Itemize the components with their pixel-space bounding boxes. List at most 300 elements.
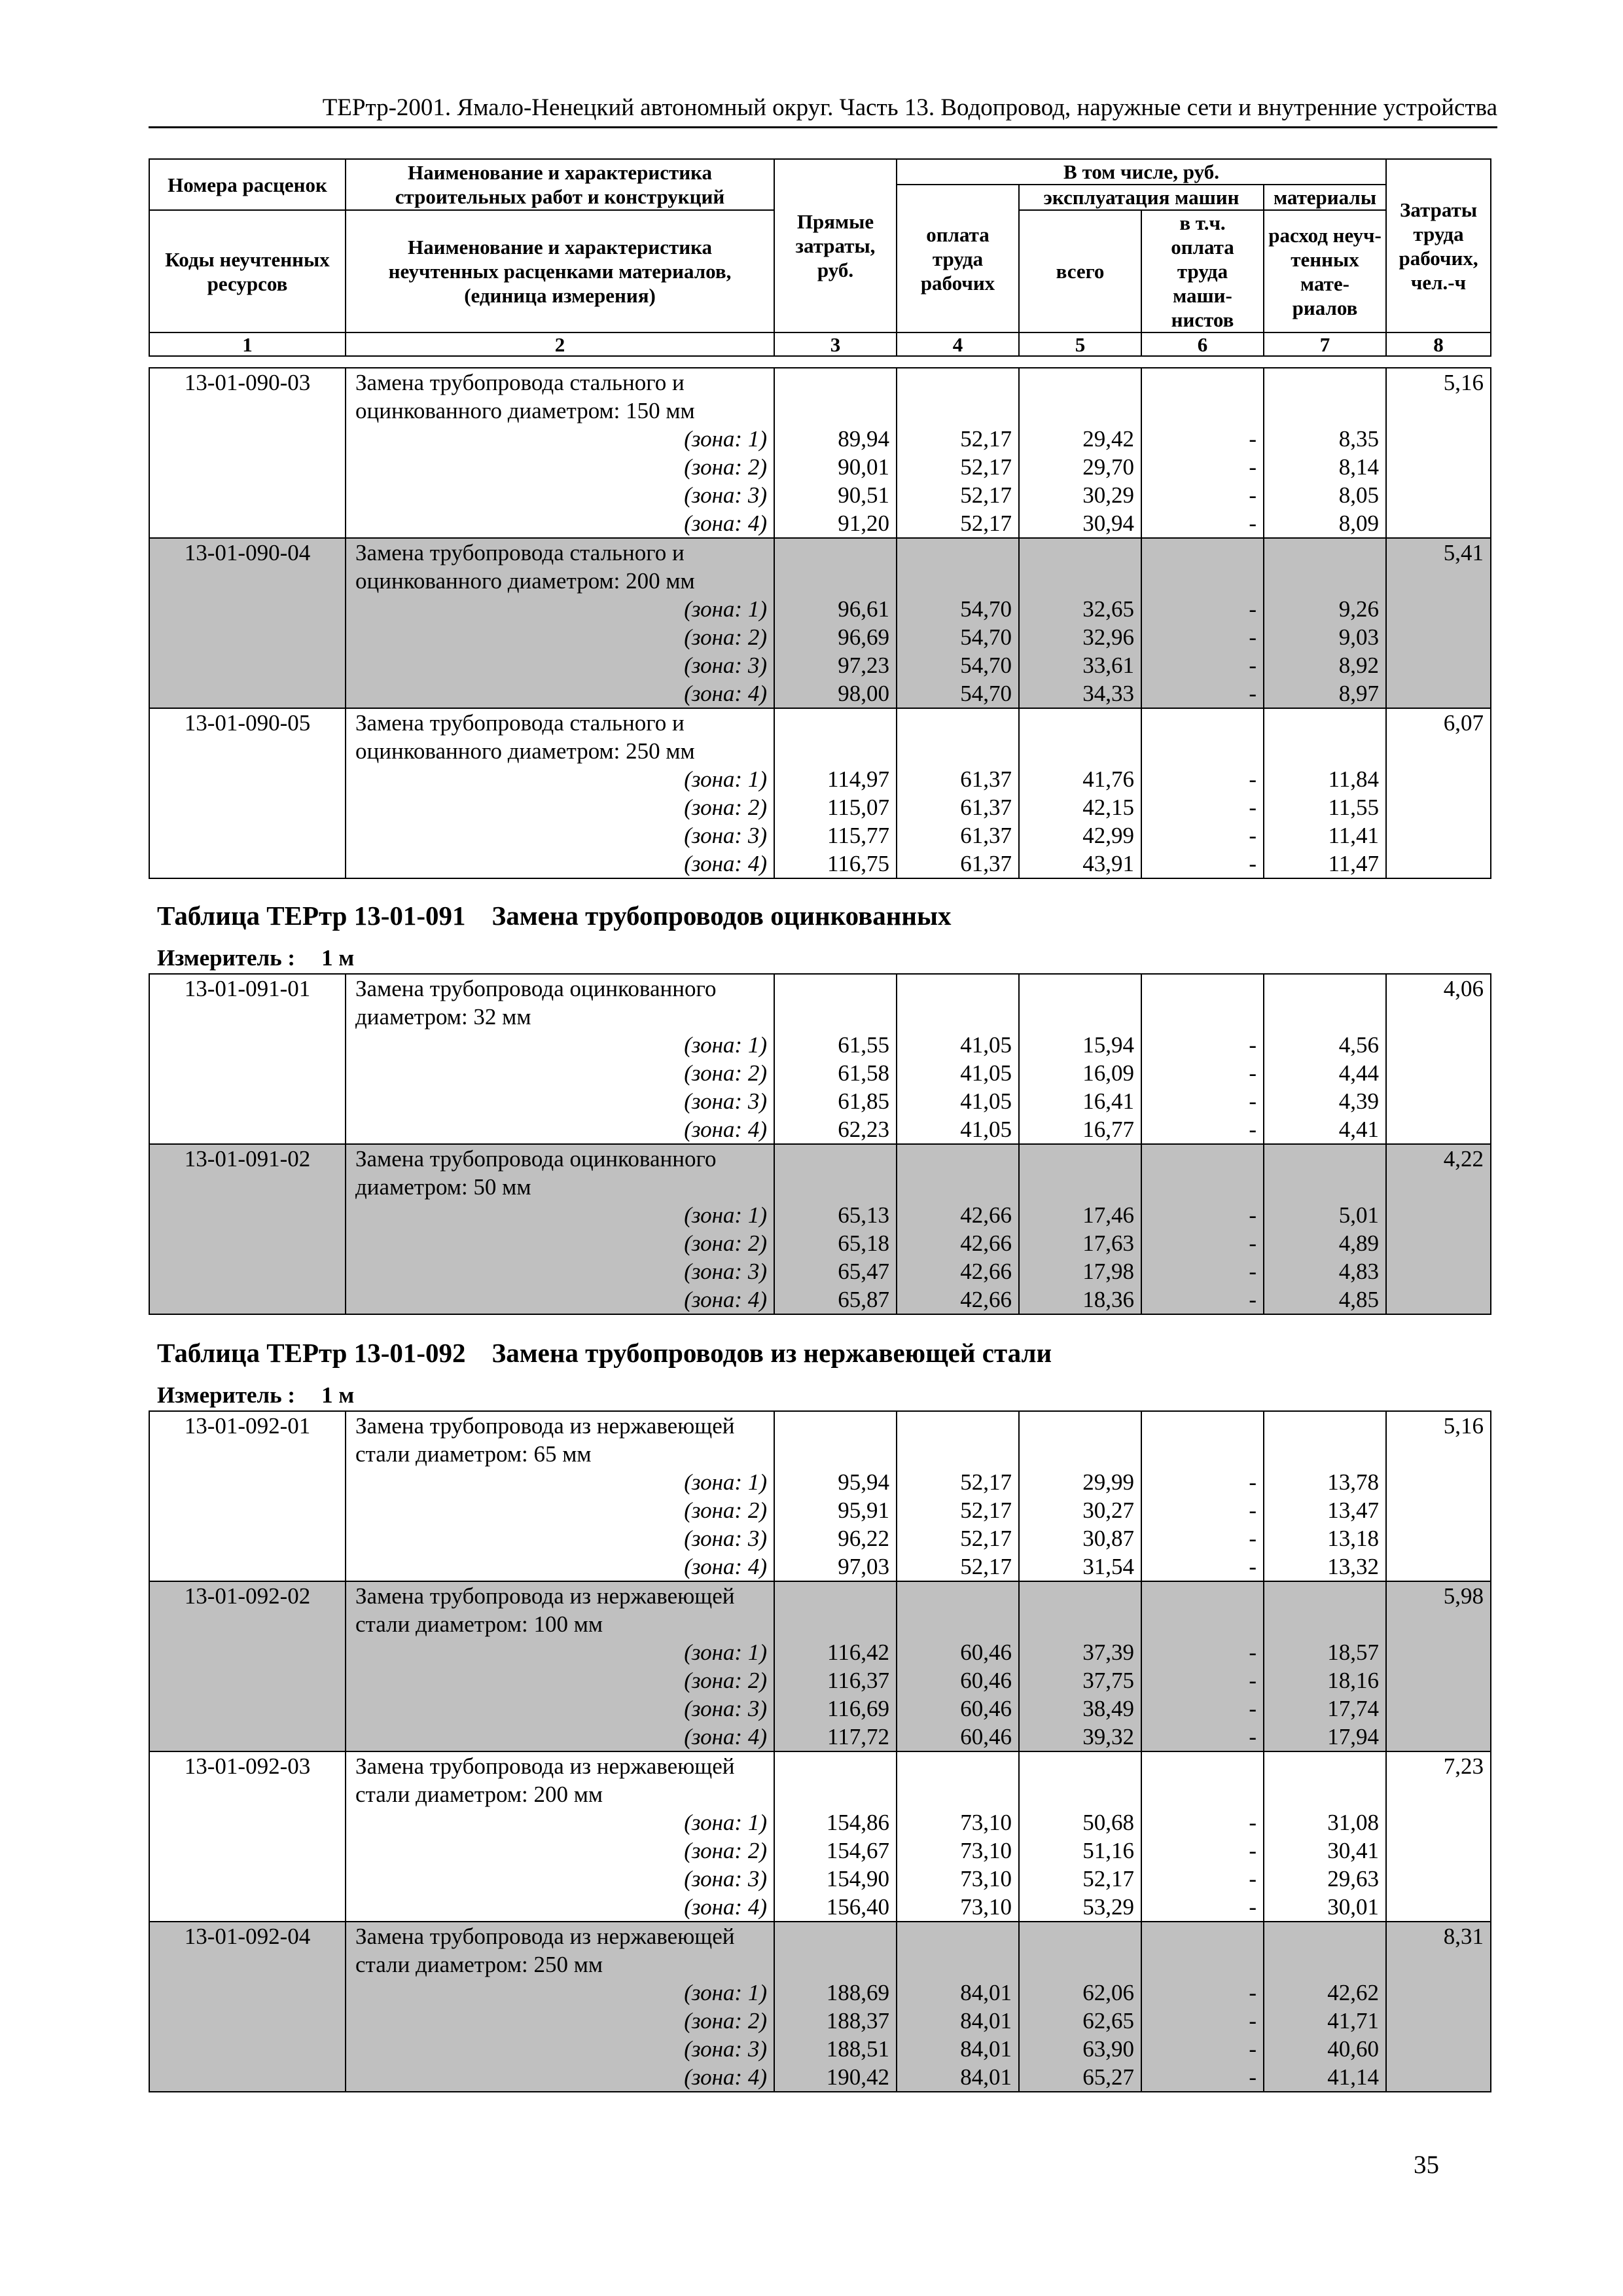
table-label: Таблица ТЕРтр 13-01-092 [157,1338,466,1368]
operators-wages-cell [1141,1751,1264,1922]
wages: 52,17 [960,1526,1012,1551]
wages: 41,05 [960,1088,1012,1114]
wages: 60,46 [960,1640,1012,1665]
wages-cell [897,1411,1019,1581]
zone-label: (зона: 3) [684,2036,767,2062]
zone-label: (зона: 2) [684,795,767,820]
operators-wages: - [1249,1202,1257,1228]
machines-total: 17,63 [1082,1230,1134,1256]
zone-label: (зона: 4) [684,2064,767,2090]
rates-table [149,1410,1491,2092]
zone-label: (зона: 4) [684,1724,767,1749]
machines-total: 30,94 [1082,511,1134,536]
materials-cost-cell [1264,1751,1386,1922]
materials-cost: 4,56 [1338,1032,1379,1058]
wages: 42,66 [960,1202,1012,1228]
labor-hours: 6,07 [1443,710,1484,736]
wages: 41,05 [960,1032,1012,1058]
rate-name-line: Замена трубопровода стального и [355,540,685,565]
machines-total: 29,99 [1082,1469,1134,1495]
wages: 52,17 [960,454,1012,480]
operators-wages: - [1249,2064,1257,2090]
materials-cost: 17,74 [1327,1696,1379,1721]
materials-cost: 13,47 [1327,1498,1379,1523]
col2-top-header: Наименование и характеристика строительных работ и конструкций [346,159,774,210]
materials-cost-cell [1264,1144,1386,1314]
zone-label: (зона: 4) [684,1894,767,1920]
direct-cost: 96,69 [838,624,889,650]
direct-cost: 116,42 [827,1640,889,1665]
operators-wages: - [1249,1088,1257,1114]
materials-cost: 4,39 [1338,1088,1379,1114]
col5-header: всего [1019,210,1141,332]
wages: 60,46 [960,1668,1012,1693]
zone-label: (зона: 4) [684,851,767,876]
operators-wages: - [1249,426,1257,452]
zone-label: (зона: 4) [684,1287,767,1312]
labor-cell [1386,1922,1491,2092]
machines-total: 37,39 [1082,1640,1134,1665]
wages: 52,17 [960,1554,1012,1579]
operators-wages: - [1249,1554,1257,1579]
rate-name-line: Замена трубопровода оцинкованного [355,976,717,1001]
rate-name-cell [346,1411,774,1581]
operators-wages: - [1249,1866,1257,1892]
measure-value: 1 м [321,1382,355,1408]
materials-cost: 30,01 [1327,1894,1379,1920]
operators-wages: - [1249,795,1257,820]
materials-cost: 11,41 [1328,823,1379,848]
machines-total: 50,68 [1082,1810,1134,1835]
rates-table [149,367,1491,879]
zone-label: (зона: 2) [684,1668,767,1693]
wages: 61,37 [960,766,1012,792]
operators-wages: - [1249,1838,1257,1863]
rate-code: 13-01-090-03 [184,370,311,395]
table-title: Замена трубопроводов оцинкованных [491,901,952,931]
direct-cost-cell [774,368,897,538]
materials-cost-cell [1264,1411,1386,1581]
col-number: 5 [1019,332,1141,356]
direct-cost-cell [774,1922,897,2092]
col-number: 4 [897,332,1019,356]
wages-cell [897,1144,1019,1314]
direct-cost-cell [774,1144,897,1314]
machines-total: 51,16 [1082,1838,1134,1863]
measure-label: Измеритель : [157,945,296,971]
rate-name-line: диаметром: 32 мм [355,1004,531,1030]
rate-name-line: Замена трубопровода из нержавеющей [355,1753,735,1779]
materials-cost: 18,57 [1327,1640,1379,1665]
col-number: 3 [774,332,897,356]
operators-wages-cell [1141,1411,1264,1581]
machines-total-cell [1019,974,1141,1144]
machines-total: 30,27 [1082,1498,1134,1523]
wages: 41,05 [960,1060,1012,1086]
zone-label: (зона: 1) [684,596,767,622]
machines-total-cell [1019,1144,1141,1314]
operators-wages: - [1249,1696,1257,1721]
wages: 41,05 [960,1117,1012,1142]
materials-header: материалы [1264,185,1386,210]
materials-cost: 13,78 [1327,1469,1379,1495]
machines-total: 43,91 [1082,851,1134,876]
labor-cell [1386,708,1491,878]
operators-wages: - [1249,1980,1257,2005]
machines-total-cell [1019,1751,1141,1922]
table-row [149,974,1491,1144]
labor-cell [1386,1144,1491,1314]
rate-name-line: Замена трубопровода из нержавеющей [355,1583,735,1609]
materials-cost: 11,55 [1328,795,1379,820]
direct-cost: 65,47 [838,1259,889,1284]
operators-wages: - [1249,1810,1257,1835]
zone-label: (зона: 3) [684,1259,767,1284]
materials-cost: 11,47 [1328,851,1379,876]
table-row [149,1581,1491,1751]
labor-hours: 7,23 [1443,1753,1484,1779]
table-row [149,368,1491,538]
machines-total: 39,32 [1082,1724,1134,1749]
direct-cost: 154,90 [826,1866,889,1892]
table-title-091 [157,900,952,931]
table-title-092 [157,1337,1052,1369]
machines-total: 17,98 [1082,1259,1134,1284]
direct-cost: 117,72 [827,1724,889,1749]
col3-header: Прямые затраты, руб. [774,159,897,332]
machines-total: 16,77 [1082,1117,1134,1142]
rate-code-cell [149,368,346,538]
direct-cost: 188,51 [826,2036,889,2062]
direct-cost: 90,51 [838,482,889,508]
rate-name-line: Замена трубопровода стального и [355,710,685,736]
direct-cost: 188,37 [826,2008,889,2034]
wages: 54,70 [960,681,1012,706]
labor-hours: 5,16 [1443,370,1484,395]
labor-hours: 4,06 [1443,976,1484,1001]
rate-name-cell [346,974,774,1144]
rate-code-cell [149,538,346,708]
machines-total: 16,09 [1082,1060,1134,1086]
machines-total-cell [1019,368,1141,538]
wages-cell [897,1751,1019,1922]
labor-cell [1386,1411,1491,1581]
direct-cost: 61,58 [838,1060,889,1086]
wages: 52,17 [960,511,1012,536]
materials-cost: 8,09 [1338,511,1379,536]
zone-label: (зона: 1) [684,1469,767,1495]
machines-header: эксплуатация машин [1019,185,1264,210]
materials-cost: 41,14 [1327,2064,1379,2090]
rate-name-line: Замена трубопровода оцинкованного [355,1146,717,1172]
col-number: 7 [1264,332,1386,356]
direct-cost: 89,94 [838,426,889,452]
measure-value: 1 м [321,945,355,971]
direct-cost: 116,37 [827,1668,889,1693]
operators-wages: - [1249,624,1257,650]
operators-wages: - [1249,596,1257,622]
direct-cost: 65,18 [838,1230,889,1256]
rate-name-line: стали диаметром: 200 мм [355,1782,603,1807]
zone-label: (зона: 3) [684,1866,767,1892]
machines-total: 30,87 [1082,1526,1134,1551]
machines-total: 31,54 [1082,1554,1134,1579]
materials-cost: 31,08 [1327,1810,1379,1835]
operators-wages: - [1249,2036,1257,2062]
operators-wages: - [1249,766,1257,792]
rate-name-cell [346,1751,774,1922]
wages: 84,01 [960,2064,1012,2090]
materials-cost: 8,05 [1338,482,1379,508]
col4-header: оплата труда рабочих [897,185,1019,332]
direct-cost: 188,69 [826,1980,889,2005]
zone-label: (зона: 2) [684,1498,767,1523]
wages-cell [897,368,1019,538]
page-number: 35 [1414,2151,1439,2179]
wages: 84,01 [960,1980,1012,2005]
labor-cell [1386,1751,1491,1922]
rate-name-cell [346,1581,774,1751]
wages: 42,66 [960,1287,1012,1312]
zone-label: (зона: 2) [684,2008,767,2034]
machines-total: 62,65 [1082,2008,1134,2034]
zone-label: (зона: 4) [684,1554,767,1579]
direct-cost-cell [774,1581,897,1751]
zone-label: (зона: 1) [684,766,767,792]
rate-code: 13-01-092-03 [184,1753,311,1779]
materials-cost: 8,14 [1338,454,1379,480]
rate-name-line: Замена трубопровода стального и [355,370,685,395]
rate-code: 13-01-091-01 [184,976,311,1001]
direct-cost: 95,91 [838,1498,889,1523]
operators-wages: - [1249,1230,1257,1256]
direct-cost-cell [774,708,897,878]
col-number: 1 [149,332,346,356]
materials-cost: 8,97 [1338,681,1379,706]
labor-hours: 8,31 [1443,1924,1484,1949]
direct-cost: 114,97 [827,766,889,792]
direct-cost: 116,75 [827,851,889,876]
zone-label: (зона: 3) [684,1696,767,1721]
direct-cost: 90,01 [838,454,889,480]
wages-cell [897,1922,1019,2092]
table-label: Таблица ТЕРтр 13-01-091 [157,901,466,931]
materials-cost: 17,94 [1327,1724,1379,1749]
rate-name-line: оцинкованного диаметром: 150 мм [355,398,695,423]
labor-hours: 5,16 [1443,1413,1484,1439]
rate-code: 13-01-090-04 [184,540,311,565]
rate-code: 13-01-092-02 [184,1583,311,1609]
machines-total-cell [1019,708,1141,878]
zone-label: (зона: 1) [684,426,767,452]
operators-wages-cell [1141,538,1264,708]
table-row [149,1144,1491,1314]
table-row [149,1922,1491,2092]
wages: 52,17 [960,482,1012,508]
table-row [149,708,1491,878]
machines-total-cell [1019,1581,1141,1751]
wages-cell [897,974,1019,1144]
zone-label: (зона: 3) [684,1526,767,1551]
rate-code: 13-01-090-05 [184,710,311,736]
zone-label: (зона: 1) [684,1810,767,1835]
page-header: ТЕРтр-2001. Ямало-Ненецкий автономный округ. Часть 13. Водопровод, наружные сети и внутренние устройства [149,93,1497,128]
direct-cost-cell [774,1751,897,1922]
operators-wages-cell [1141,368,1264,538]
materials-cost-cell [1264,1922,1386,2092]
wages: 52,17 [960,426,1012,452]
zone-label: (зона: 2) [684,624,767,650]
operators-wages: - [1249,1117,1257,1142]
col-number: 6 [1141,332,1264,356]
operators-wages: - [1249,1526,1257,1551]
operators-wages: - [1249,511,1257,536]
machines-total: 15,94 [1082,1032,1134,1058]
machines-total-cell [1019,1411,1141,1581]
labor-hours: 5,41 [1443,540,1484,565]
rate-name-line: диаметром: 50 мм [355,1174,531,1200]
wages-cell [897,1581,1019,1751]
direct-cost-cell [774,974,897,1144]
rate-name-line: Замена трубопровода из нержавеющей [355,1413,735,1439]
direct-cost: 154,67 [826,1838,889,1863]
materials-cost: 18,16 [1327,1668,1379,1693]
col1-top-header: Номера расценок [149,159,346,210]
direct-cost: 190,42 [826,2064,889,2090]
materials-cost: 5,01 [1338,1202,1379,1228]
direct-cost: 98,00 [838,681,889,706]
direct-cost: 65,87 [838,1287,889,1312]
measure-label: Измеритель : [157,1382,296,1408]
rate-code-cell [149,1581,346,1751]
materials-cost: 40,60 [1327,2036,1379,2062]
materials-cost: 29,63 [1327,1866,1379,1892]
col1-bottom-header: Коды неучтенных ресурсов [149,210,346,332]
rate-name-line: стали диаметром: 65 мм [355,1441,592,1467]
operators-wages-cell [1141,974,1264,1144]
materials-cost: 4,41 [1338,1117,1379,1142]
rate-name-cell [346,708,774,878]
machines-total: 37,75 [1082,1668,1134,1693]
table-header [149,158,1491,357]
machines-total: 42,99 [1082,823,1134,848]
wages: 54,70 [960,596,1012,622]
operators-wages-cell [1141,708,1264,878]
machines-total: 17,46 [1082,1202,1134,1228]
materials-cost: 9,26 [1338,596,1379,622]
direct-cost: 154,86 [826,1810,889,1835]
operators-wages: - [1249,1668,1257,1693]
wages: 73,10 [960,1810,1012,1835]
rate-code-cell [149,708,346,878]
materials-cost-cell [1264,1581,1386,1751]
rate-name-line: Замена трубопровода из нержавеющей [355,1924,735,1949]
wages: 84,01 [960,2036,1012,2062]
operators-wages: - [1249,454,1257,480]
materials-cost-cell [1264,708,1386,878]
zone-label: (зона: 4) [684,1117,767,1142]
labor-hours: 5,98 [1443,1583,1484,1609]
direct-cost: 95,94 [838,1469,889,1495]
direct-cost: 116,69 [827,1696,889,1721]
rate-code: 13-01-092-01 [184,1413,311,1439]
rate-code: 13-01-091-02 [184,1146,311,1172]
labor-cell [1386,974,1491,1144]
direct-cost-cell [774,538,897,708]
operators-wages: - [1249,653,1257,678]
zone-label: (зона: 3) [684,482,767,508]
machines-total: 34,33 [1082,681,1134,706]
machines-total-cell [1019,538,1141,708]
rate-name-cell [346,1922,774,2092]
col6-header: в т.ч. оплата труда маши-нистов [1141,210,1264,332]
zone-label: (зона: 4) [684,511,767,536]
col-number: 8 [1386,332,1491,356]
table-row [149,1411,1491,1581]
table-row [149,1751,1491,1922]
operators-wages: - [1249,1469,1257,1495]
operators-wages-cell [1141,1144,1264,1314]
wages-cell [897,708,1019,878]
table-title: Замена трубопроводов из нержавеющей стали [491,1338,1052,1368]
direct-cost: 96,22 [838,1526,889,1551]
direct-cost: 115,07 [827,795,889,820]
measure-092 [157,1382,354,1408]
labor-cell [1386,538,1491,708]
col-number: 2 [346,332,774,356]
rate-name-cell [346,538,774,708]
materials-cost: 9,03 [1338,624,1379,650]
machines-total: 30,29 [1082,482,1134,508]
machines-total: 29,42 [1082,426,1134,452]
rate-code-cell [149,974,346,1144]
wages: 61,37 [960,823,1012,848]
rate-name-line: оцинкованного диаметром: 250 мм [355,738,695,764]
rate-name-cell [346,368,774,538]
wages: 73,10 [960,1866,1012,1892]
rate-code-cell [149,1144,346,1314]
materials-cost: 42,62 [1327,1980,1379,2005]
zone-label: (зона: 2) [684,1838,767,1863]
operators-wages: - [1249,1498,1257,1523]
wages: 54,70 [960,653,1012,678]
rate-name-line: стали диаметром: 250 мм [355,1952,603,1977]
wages: 42,66 [960,1230,1012,1256]
direct-cost: 156,40 [826,1894,889,1920]
materials-cost: 41,71 [1327,2008,1379,2034]
rate-name-cell [346,1144,774,1314]
wages: 84,01 [960,2008,1012,2034]
operators-wages: - [1249,2008,1257,2034]
wages: 61,37 [960,851,1012,876]
materials-cost: 8,35 [1338,426,1379,452]
operators-wages: - [1249,1724,1257,1749]
machines-total: 38,49 [1082,1696,1134,1721]
direct-cost: 62,23 [838,1117,889,1142]
labor-cell [1386,1581,1491,1751]
zone-label: (зона: 4) [684,681,767,706]
direct-cost: 115,77 [827,823,889,848]
rate-name-line: стали диаметром: 100 мм [355,1611,603,1637]
machines-total: 18,36 [1082,1287,1134,1312]
rate-code-cell [149,1922,346,2092]
incl-header: В том числе, руб. [897,159,1386,185]
machines-total: 63,90 [1082,2036,1134,2062]
zone-label: (зона: 1) [684,1202,767,1228]
wages: 61,37 [960,795,1012,820]
table-row [149,538,1491,708]
zone-label: (зона: 2) [684,1060,767,1086]
